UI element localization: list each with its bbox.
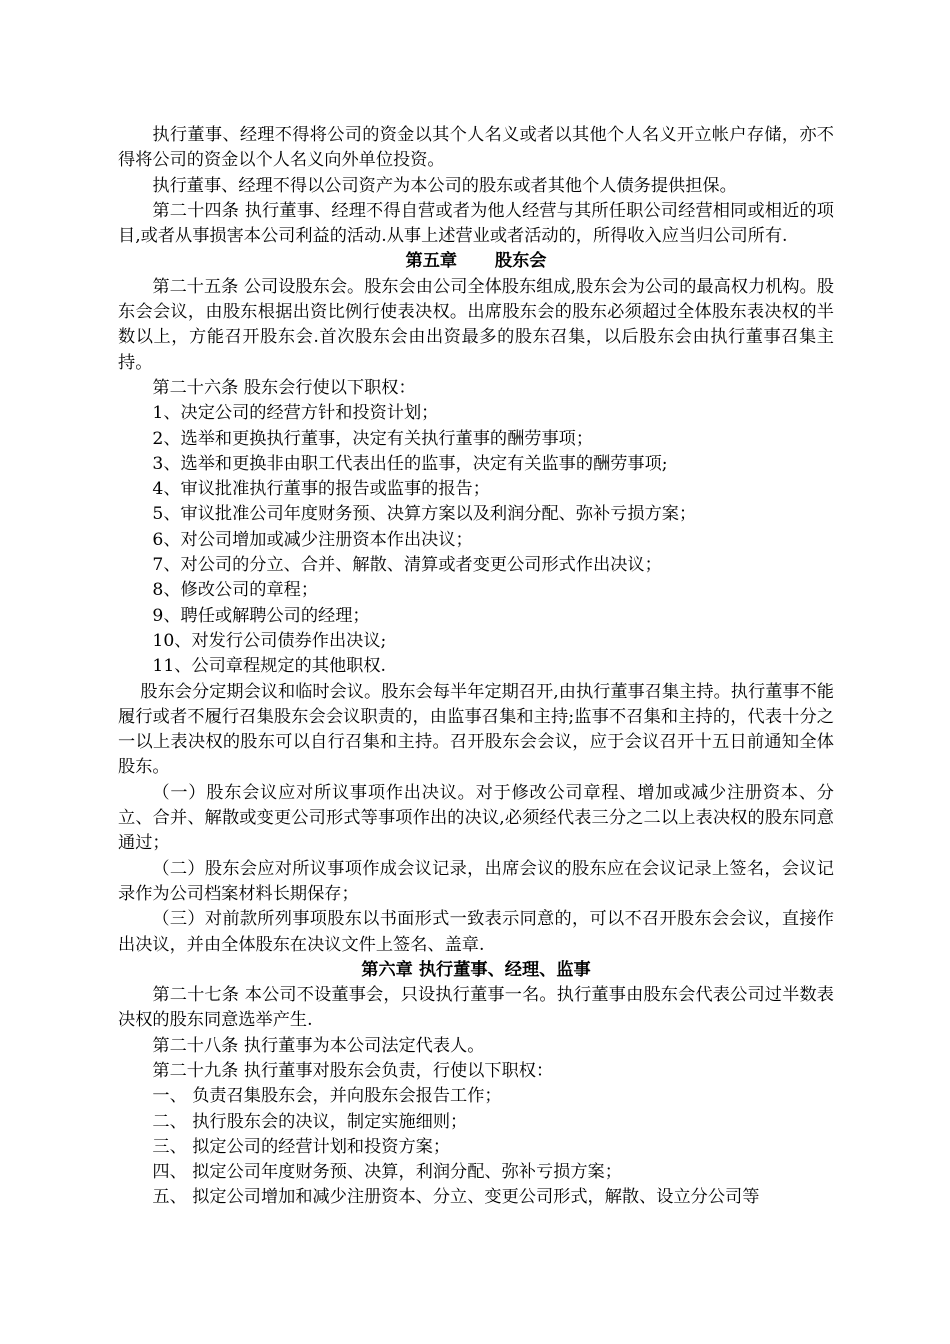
list-item: 一、 负责召集股东会，并向股东会报告工作； <box>152 1086 502 1107</box>
article-27: 第二十七条 本公司不设董事会，只设执行董事一名。执行董事由股东会代表公司过半数表决权的股东同意选举产生. <box>118 985 834 1031</box>
list-item: 6、对公司增加或减少注册资本作出决议； <box>152 529 473 550</box>
paragraph: 执行董事、经理不得以公司资产为本公司的股东或者其他个人债务提供担保。 <box>152 175 737 196</box>
list-item: 5、审议批准公司年度财务预、决算方案以及利润分配、弥补亏损方案； <box>152 504 697 525</box>
rule-item: （二）股东会应对所议事项作成会议记录，出席会议的股东应在会议记录上签名，会议记录作为公司档案材料长期保存； <box>118 858 834 904</box>
paragraph: 执行董事、经理不得将公司的资金以其个人名义或者以其他个人名义开立帐户存储，亦不得将公司的资金以个人名义向外单位投资。 <box>118 125 834 171</box>
list-item: 11、公司章程规定的其他职权. <box>152 656 386 677</box>
list-item: 3、选举和更换非由职工代表出任的监事，决定有关监事的酬劳事项; <box>152 453 668 474</box>
article-25: 第二十五条 公司设股东会。股东会由公司全体股东组成,股东会为公司的最高权力机构。股东会会议，由股东根据出资比例行使表决权。出席股东会的股东必须超过全体股东表决权的半数以上，方能召开股东会.首次股东会由出资最多的股东召集，以后股东会由执行董事召集主持。 <box>118 276 834 373</box>
chapter-title: 股东会 <box>494 251 547 272</box>
meetings-paragraph: 股东会分定期会议和临时会议。股东会每半年定期召开,由执行董事召集主持。执行董事不能履行或者不履行召集股东会会议职责的，由监事召集和主持;监事不召集和主持的，代表十分之一以上表决权的股东可以自行召集和主持。召开股东会会议，应于会议召开十五日前通知全体股东。 <box>118 681 834 778</box>
list-item: 五、 拟定公司增加和减少注册资本、分立、变更公司形式，解散、设立分公司等 <box>152 1187 760 1208</box>
list-item: 二、 执行股东会的决议，制定实施细则； <box>152 1111 468 1132</box>
article-24: 第二十四条 执行董事、经理不得自营或者为他人经营与其所任职公司经营相同或相近的项目,或者从事损害本公司利益的活动.从事上述营业或者活动的，所得收入应当归公司所有. <box>118 200 834 247</box>
list-item: 4、审议批准执行董事的报告或监事的报告； <box>152 479 490 500</box>
rule-item: （一）股东会议应对所议事项作出决议。对于修改公司章程、增加或减少注册资本、分立、合并、解散或变更公司形式等事项作出的决议,必须经代表三分之二以上表决权的股东同意通过； <box>118 782 834 854</box>
list-item: 1、决定公司的经营方针和投资计划； <box>152 403 439 424</box>
rule-item: （三）对前款所列事项股东以书面形式一致表示同意的，可以不召开股东会会议，直接作出决议，并由全体股东在决议文件上签名、盖章. <box>118 909 834 955</box>
list-item: 10、对发行公司债券作出决议; <box>152 630 387 651</box>
list-item: 三、 拟定公司的经营计划和投资方案； <box>152 1136 451 1157</box>
article-26: 第二十六条 股东会行使以下职权： <box>152 377 416 398</box>
chapter-number: 第五章 <box>405 251 458 272</box>
list-item: 2、选举和更换执行董事，决定有关执行董事的酬劳事项； <box>152 428 594 449</box>
chapter-6-heading: 第六章 执行董事、经理、监事 <box>361 959 591 980</box>
list-item: 7、对公司的分立、合并、解散、清算或者变更公司形式作出决议； <box>152 555 662 576</box>
list-item: 8、修改公司的章程； <box>152 580 319 601</box>
document-page <box>118 123 834 1211</box>
article-28: 第二十八条 执行董事为本公司法定代表人。 <box>152 1035 485 1056</box>
list-item: 四、 拟定公司年度财务预、决算，利润分配、弥补亏损方案； <box>152 1162 622 1183</box>
article-29: 第二十九条 执行董事对股东会负责，行使以下职权： <box>152 1060 554 1081</box>
list-item: 9、聘任或解聘公司的经理； <box>152 605 370 626</box>
chapter-5-heading <box>118 249 834 274</box>
